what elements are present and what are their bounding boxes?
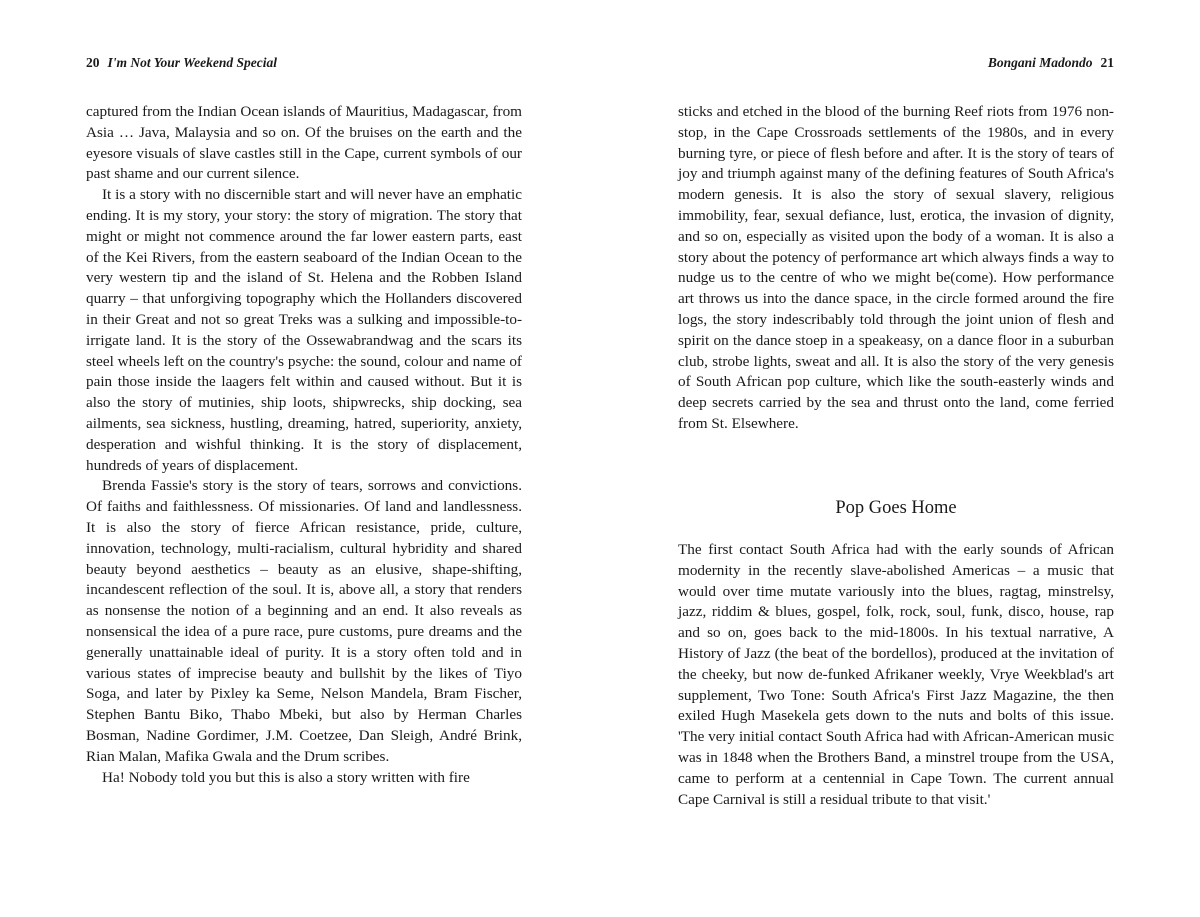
left-page	[86, 0, 522, 917]
left-running-title: I'm Not Your Weekend Special	[107, 55, 278, 70]
right-page-number: 21	[1100, 55, 1114, 70]
right-running-title: Bongani Madondo	[987, 55, 1093, 70]
right-page	[678, 0, 1114, 917]
left-paragraph-2: It is a story with no discernible start and will never have an emphatic ending. It is my story, your story: the story of migration. The story that might or might not commence around the far lower eastern parts, east of the Kei Rivers, from the eastern seaboard of the Indian Ocean to the very western tip and the island of St. Helena and the Robben Island quarry – that unforgiving topography which the Hollanders discovered in their Great and not so great Treks was a sulking and impossible-to-irrigate land. It is the story of the Ossewabrandwag and the scars its steel wheels left on the country's psyche: the sound, colour and name of pain those inside the laagers felt within and caused without. But it is also the story of mutinies, ship loots, shipwrecks, ship docking, sea ailments, sea sickness, hustling, dreaming, hatred, superiority, anxiety, desperation and wishful thinking. It is the story of displacement, hundreds of years of displacement.	[86, 186, 522, 474]
right-paragraph-1: sticks and etched in the blood of the burning Reef riots from 1976 non-stop, in the Cape Crossroads settlements of the 1980s, and in every burning tyre, or piece of flesh before and after. It is the story of tears of joy and triumph against many of the defining features of South Africa's modern genesis. It is also the story of sexual slavery, religious immobility, fear, sexual defiance, lust, erotica, the invasion of dignity, and so on, especially as visited upon the body of a woman. It is also a story about the potency of performance art which always finds a way to nudge us to the centre of who we might be(come). How performance art throws us into the dance space, in the circle formed around the fire logs, the story indescribably told through the joint union of flesh and spirit on the dance stoep in a speakeasy, on a dance floor in a suburban club, strobe lights, sweat and all. It is also the story of the very genesis of South African pop culture, which like the south-easterly winds and deep secrets carried by the sea and thrust onto the land, come ferried from St. Elsewhere.	[678, 103, 1114, 432]
right-paragraph-2: The first contact South Africa had with the early sounds of African modernity in the recently slave-abolished Americas – a music that would over time mutate variously into the blues, ragtag, minstrelsy, jazz, riddim & blues, gospel, folk, rock, soul, funk, disco, house, rap and so on, goes back to the mid-1800s. In his textual narrative, A History of Jazz (the beat of the bordellos), produced at the invitation of the cheeky, but now de-funked Afrikaner weekly, Vrye Weekblad's art supplement, Two Tone: South Africa's First Jazz Magazine, the then exiled Hugh Masekela gets down to the nuts and bolts of this issue. 'The very initial contact South Africa had with African-American music was in 1848 when the Brothers Band, a minstrel troupe from the USA, came to perform at a centennial in Cape Town. The current annual Cape Carnival is still a residual tribute to that visit.'	[678, 541, 1114, 808]
left-body-text	[86, 102, 522, 832]
right-running-head	[678, 55, 1114, 73]
left-paragraph-4: Ha! Nobody told you but this is also a story written with fire	[102, 768, 470, 786]
left-running-head	[86, 55, 522, 73]
section-heading: Pop Goes Home	[835, 498, 957, 518]
left-paragraph-1: captured from the Indian Ocean islands of Mauritius, Madagascar, from Asia … Java, Malaysia and so on. Of the bruises on the earth and the eyesore visuals of slave castles still in the Cape, current symbols of our past shame and our current silence.	[86, 103, 522, 183]
right-body-text-top	[678, 102, 1114, 462]
right-body-text-bottom	[678, 540, 1114, 840]
left-paragraph-3: Brenda Fassie's story is the story of tears, sorrows and convictions. Of faiths and faithlessness. Of missionaries. Of land and landlessness. It is also the story of fierce African resistance, pride, culture, innovation, technology, multi-racialism, cultural hybridity and shared beauty beyond aesthetics – beauty as an elusive, shape-shifting, incandescent reflection of the soul. It is, above all, a story that renders as nonsense the notion of a beginning and an end. It also reveals as nonsensical the idea of a pure race, pure customs, pure dreams and the generally unattainable ideal of purity. It is a story often told and in various states of imprecise beauty and bullshit by the likes of Tiyo Soga, and later by Pixley ka Seme, Nelson Mandela, Bram Fischer, Stephen Bantu Biko, Thabo Mbeki, but also by Herman Charles Bosman, Nadine Gordimer, J.M. Coetzee, Dan Sleigh, André Brink, Rian Malan, Mafika Gwala and the Drum scribes.	[86, 477, 522, 765]
left-page-number: 20	[86, 55, 100, 70]
